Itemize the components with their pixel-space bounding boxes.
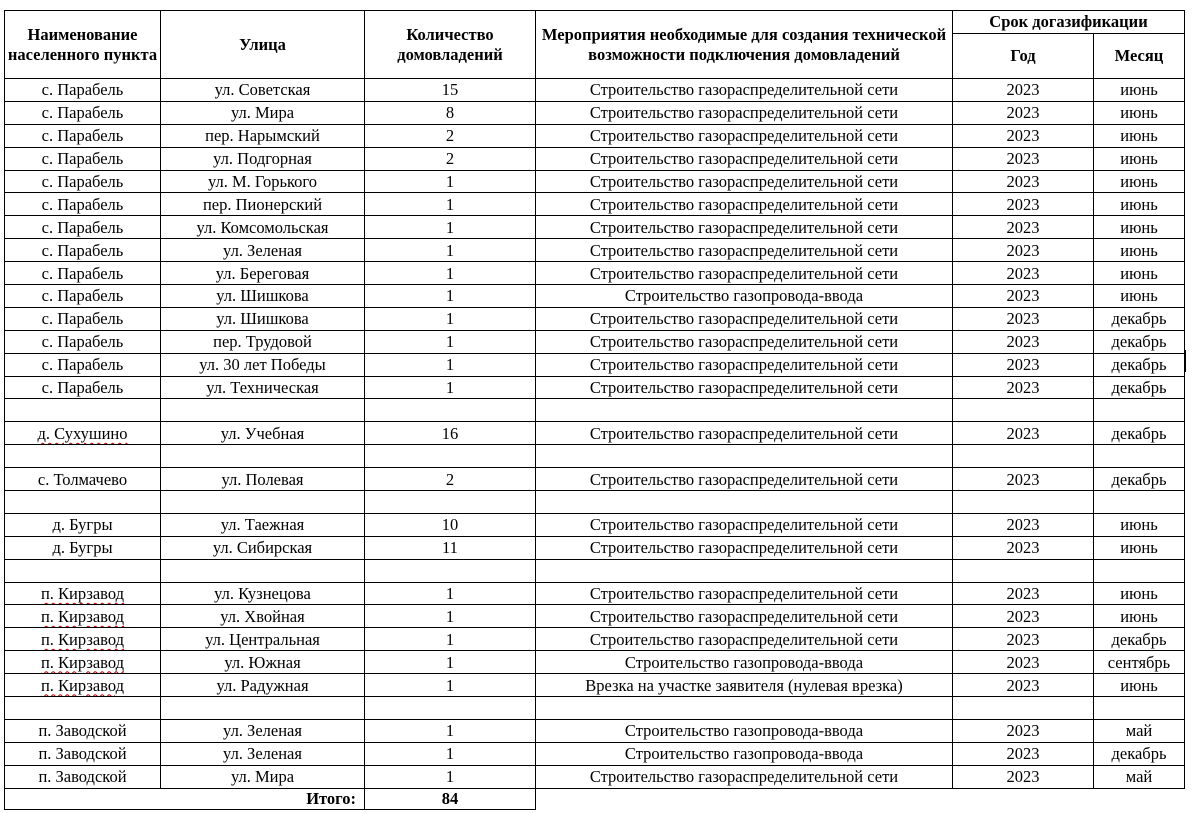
cell-year[interactable]: 2023	[953, 376, 1094, 399]
table-row	[5, 719, 1185, 742]
cell-measure[interactable]: Строительство газораспределительной сети	[536, 605, 953, 628]
table-row	[5, 79, 1185, 102]
cell-month[interactable]: май	[1094, 765, 1185, 788]
cell-measure[interactable]: Строительство газораспределительной сети	[536, 193, 953, 216]
table-row	[5, 513, 1185, 536]
cell-street[interactable]: ул. Радужная	[161, 674, 365, 697]
empty-cell[interactable]	[5, 491, 161, 514]
cell-month[interactable]: июнь	[1094, 193, 1185, 216]
cell-measure[interactable]: Строительство газораспределительной сети	[536, 330, 953, 353]
table-row	[5, 124, 1185, 147]
cell-settlement[interactable]: п. Кирзавод	[5, 605, 161, 628]
header-settlement[interactable]: Наименование населенного пункта	[5, 11, 161, 79]
cell-year[interactable]: 2023	[953, 513, 1094, 536]
cell-year[interactable]: 2023	[953, 674, 1094, 697]
empty-cell[interactable]	[161, 491, 365, 514]
cell-measure[interactable]: Строительство газораспределительной сети	[536, 376, 953, 399]
cell-settlement[interactable]: с. Парабель	[5, 285, 161, 308]
cell-year[interactable]: 2023	[953, 262, 1094, 285]
cell-street[interactable]: ул. Мира	[161, 101, 365, 124]
cell-street[interactable]: пер. Нарымский	[161, 124, 365, 147]
cell-settlement[interactable]: п. Кирзавод	[5, 674, 161, 697]
cell-year[interactable]: 2023	[953, 193, 1094, 216]
cell-year[interactable]: 2023	[953, 651, 1094, 674]
cell-year[interactable]: 2023	[953, 170, 1094, 193]
cell-household-count[interactable]: 1	[365, 170, 536, 193]
cell-household-count[interactable]: 11	[365, 536, 536, 559]
cell-street[interactable]: ул. Таежная	[161, 513, 365, 536]
cell-household-count[interactable]: 8	[365, 101, 536, 124]
cell-month[interactable]: июнь	[1094, 239, 1185, 262]
cell-household-count[interactable]: 16	[365, 422, 536, 445]
cell-street[interactable]: ул. 30 лет Победы	[161, 353, 365, 376]
cell-settlement[interactable]: п. Заводской	[5, 719, 161, 742]
cell-year[interactable]: 2023	[953, 536, 1094, 559]
cell-household-count[interactable]: 1	[365, 605, 536, 628]
cell-settlement[interactable]: с. Парабель	[5, 216, 161, 239]
cell-household-count[interactable]: 1	[365, 239, 536, 262]
spacer-row	[5, 399, 1185, 422]
cell-settlement[interactable]: п. Кирзавод	[5, 628, 161, 651]
cell-year[interactable]: 2023	[953, 468, 1094, 491]
empty-cell[interactable]	[365, 697, 536, 720]
cell-settlement[interactable]: п. Заводской	[5, 742, 161, 765]
cell-year[interactable]: 2023	[953, 307, 1094, 330]
cell-measure[interactable]: Строительство газораспределительной сети	[536, 216, 953, 239]
cell-year[interactable]: 2023	[953, 285, 1094, 308]
table-row	[5, 628, 1185, 651]
empty-cell[interactable]	[365, 491, 536, 514]
empty-cell[interactable]	[161, 399, 365, 422]
cell-month[interactable]: июнь	[1094, 513, 1185, 536]
cell-settlement[interactable]: д. Бугры	[5, 513, 161, 536]
spacer-row	[5, 697, 1185, 720]
empty-cell[interactable]	[536, 445, 953, 468]
cell-measure[interactable]: Строительство газораспределительной сети	[536, 79, 953, 102]
table-row	[5, 605, 1185, 628]
cell-street[interactable]: ул. Техническая	[161, 376, 365, 399]
cell-year[interactable]: 2023	[953, 719, 1094, 742]
cell-month[interactable]: июнь	[1094, 216, 1185, 239]
cell-measure[interactable]: Строительство газораспределительной сети	[536, 101, 953, 124]
cell-settlement[interactable]: с. Парабель	[5, 376, 161, 399]
cell-year[interactable]: 2023	[953, 628, 1094, 651]
empty-cell[interactable]	[953, 399, 1094, 422]
header-measures[interactable]: Мероприятия необходимые для создания технической возможности подключения домовладений	[536, 11, 953, 79]
cell-household-count[interactable]: 2	[365, 124, 536, 147]
cell-year[interactable]: 2023	[953, 742, 1094, 765]
cell-street[interactable]: ул. Шишкова	[161, 285, 365, 308]
cell-household-count[interactable]: 1	[365, 353, 536, 376]
cell-settlement[interactable]: д. Бугры	[5, 536, 161, 559]
table-row	[5, 582, 1185, 605]
cell-measure[interactable]: Строительство газораспределительной сети	[536, 307, 953, 330]
cell-settlement[interactable]: с. Парабель	[5, 193, 161, 216]
table-body	[5, 79, 1185, 789]
empty-cell[interactable]	[365, 559, 536, 582]
cell-year[interactable]: 2023	[953, 101, 1094, 124]
cell-measure[interactable]: Строительство газораспределительной сети	[536, 468, 953, 491]
cell-household-count[interactable]: 1	[365, 285, 536, 308]
table-row	[5, 353, 1185, 376]
cell-settlement[interactable]: с. Парабель	[5, 124, 161, 147]
cell-street[interactable]: ул. Комсомольская	[161, 216, 365, 239]
cell-street[interactable]: ул. Зеленая	[161, 719, 365, 742]
cell-settlement[interactable]: п. Кирзавод	[5, 582, 161, 605]
cell-month[interactable]: май	[1094, 719, 1185, 742]
cell-street[interactable]: ул. Зеленая	[161, 742, 365, 765]
cell-household-count[interactable]: 1	[365, 765, 536, 788]
cell-street[interactable]: ул. Южная	[161, 651, 365, 674]
cell-street[interactable]: ул. Учебная	[161, 422, 365, 445]
cell-year[interactable]: 2023	[953, 216, 1094, 239]
cell-year[interactable]: 2023	[953, 239, 1094, 262]
cell-street[interactable]: ул. М. Горького	[161, 170, 365, 193]
table-row	[5, 285, 1185, 308]
table-row	[5, 376, 1185, 399]
total-blank	[953, 788, 1094, 809]
cell-measure[interactable]: Строительство газораспределительной сети	[536, 422, 953, 445]
empty-cell[interactable]	[5, 399, 161, 422]
cell-settlement[interactable]: с. Парабель	[5, 170, 161, 193]
empty-cell[interactable]	[1094, 559, 1185, 582]
cell-street[interactable]: пер. Трудовой	[161, 330, 365, 353]
header-household-count[interactable]: Количество домовладений	[365, 11, 536, 79]
cell-street[interactable]: ул. Полевая	[161, 468, 365, 491]
empty-cell[interactable]	[365, 399, 536, 422]
table-row	[5, 216, 1185, 239]
header-row	[5, 11, 1185, 34]
empty-cell[interactable]	[1094, 399, 1185, 422]
cell-household-count[interactable]: 1	[365, 674, 536, 697]
spacer-row	[5, 491, 1185, 514]
table-row	[5, 651, 1185, 674]
cell-measure[interactable]: Строительство газораспределительной сети	[536, 239, 953, 262]
cell-month[interactable]: декабрь	[1094, 376, 1185, 399]
cell-settlement[interactable]: с. Парабель	[5, 239, 161, 262]
header-street[interactable]: Улица	[161, 11, 365, 79]
empty-cell[interactable]	[953, 445, 1094, 468]
table-row	[5, 101, 1185, 124]
cell-year[interactable]: 2023	[953, 605, 1094, 628]
table-row	[5, 307, 1185, 330]
cell-household-count[interactable]: 15	[365, 79, 536, 102]
cell-year[interactable]: 2023	[953, 422, 1094, 445]
cell-measure[interactable]: Строительство газопровода-ввода	[536, 742, 953, 765]
cell-settlement[interactable]: п. Заводской	[5, 765, 161, 788]
cell-settlement[interactable]: п. Кирзавод	[5, 651, 161, 674]
cell-month[interactable]: июнь	[1094, 536, 1185, 559]
table-row	[5, 468, 1185, 491]
cell-month[interactable]: сентябрь	[1094, 651, 1185, 674]
cell-household-count[interactable]: 1	[365, 582, 536, 605]
cell-year[interactable]: 2023	[953, 765, 1094, 788]
cell-settlement[interactable]: с. Парабель	[5, 307, 161, 330]
cell-measure[interactable]: Строительство газораспределительной сети	[536, 582, 953, 605]
cell-street[interactable]: ул. Кузнецова	[161, 582, 365, 605]
cell-settlement[interactable]: с. Парабель	[5, 353, 161, 376]
empty-cell[interactable]	[536, 399, 953, 422]
cell-measure[interactable]: Строительство газораспределительной сети	[536, 765, 953, 788]
table-row	[5, 742, 1185, 765]
cell-measure[interactable]: Строительство газопровода-ввода	[536, 719, 953, 742]
cell-measure[interactable]: Строительство газораспределительной сети	[536, 536, 953, 559]
table-row	[5, 193, 1185, 216]
cell-month[interactable]: декабрь	[1094, 422, 1185, 445]
empty-cell[interactable]	[1094, 697, 1185, 720]
empty-cell[interactable]	[1094, 491, 1185, 514]
cell-street[interactable]: ул. Береговая	[161, 262, 365, 285]
cell-month[interactable]: июнь	[1094, 147, 1185, 170]
table-row	[5, 170, 1185, 193]
cell-month[interactable]: декабрь	[1094, 353, 1185, 376]
table-row	[5, 147, 1185, 170]
cell-measure[interactable]: Строительство газораспределительной сети	[536, 353, 953, 376]
empty-cell[interactable]	[536, 697, 953, 720]
cell-street[interactable]: ул. Центральная	[161, 628, 365, 651]
cell-year[interactable]: 2023	[953, 79, 1094, 102]
cell-month[interactable]: июнь	[1094, 170, 1185, 193]
total-value[interactable]: 84	[365, 788, 536, 809]
cell-year[interactable]: 2023	[953, 582, 1094, 605]
table-row	[5, 765, 1185, 788]
cell-household-count[interactable]: 1	[365, 193, 536, 216]
total-label[interactable]: Итого:	[5, 788, 365, 809]
empty-cell[interactable]	[5, 445, 161, 468]
cell-year[interactable]: 2023	[953, 330, 1094, 353]
empty-cell[interactable]	[161, 559, 365, 582]
total-blank	[536, 788, 953, 809]
empty-cell[interactable]	[365, 445, 536, 468]
cell-month[interactable]: июнь	[1094, 79, 1185, 102]
cell-settlement[interactable]: с. Парабель	[5, 330, 161, 353]
spacer-row	[5, 559, 1185, 582]
total-blank	[1094, 788, 1185, 809]
cell-household-count[interactable]: 1	[365, 216, 536, 239]
cell-household-count[interactable]: 1	[365, 330, 536, 353]
cell-measure[interactable]: Строительство газораспределительной сети	[536, 513, 953, 536]
cell-month[interactable]: июнь	[1094, 124, 1185, 147]
cell-street[interactable]: ул. Подгорная	[161, 147, 365, 170]
cell-month[interactable]: июнь	[1094, 605, 1185, 628]
cell-street[interactable]: ул. Советская	[161, 79, 365, 102]
cell-settlement[interactable]: д. Сухушино	[5, 422, 161, 445]
cell-settlement[interactable]: с. Парабель	[5, 262, 161, 285]
cell-household-count[interactable]: 1	[365, 742, 536, 765]
table-row	[5, 330, 1185, 353]
empty-cell[interactable]	[161, 445, 365, 468]
cell-month[interactable]: декабрь	[1094, 307, 1185, 330]
cell-measure[interactable]: Строительство газопровода-ввода	[536, 651, 953, 674]
empty-cell[interactable]	[536, 491, 953, 514]
empty-cell[interactable]	[5, 559, 161, 582]
cell-settlement[interactable]: с. Парабель	[5, 79, 161, 102]
spacer-row	[5, 445, 1185, 468]
table-row	[5, 262, 1185, 285]
cell-measure[interactable]: Строительство газораспределительной сети	[536, 170, 953, 193]
table-row	[5, 239, 1185, 262]
cell-street[interactable]: ул. Зеленая	[161, 239, 365, 262]
cell-household-count[interactable]: 1	[365, 628, 536, 651]
cell-month[interactable]: декабрь	[1094, 330, 1185, 353]
cell-household-count[interactable]: 1	[365, 307, 536, 330]
table-row	[5, 536, 1185, 559]
cell-settlement[interactable]: с. Парабель	[5, 147, 161, 170]
cell-household-count[interactable]: 2	[365, 468, 536, 491]
cell-measure[interactable]: Строительство газораспределительной сети	[536, 147, 953, 170]
cell-month[interactable]: июнь	[1094, 674, 1185, 697]
cell-month[interactable]: июнь	[1094, 285, 1185, 308]
cell-street[interactable]: ул. Сибирская	[161, 536, 365, 559]
header-gasification-period[interactable]: Срок догазификации	[953, 11, 1185, 34]
cell-month[interactable]: декабрь	[1094, 628, 1185, 651]
cell-year[interactable]: 2023	[953, 353, 1094, 376]
empty-cell[interactable]	[953, 697, 1094, 720]
cell-year[interactable]: 2023	[953, 147, 1094, 170]
cell-household-count[interactable]: 1	[365, 262, 536, 285]
cell-measure[interactable]: Строительство газораспределительной сети	[536, 124, 953, 147]
cell-household-count[interactable]: 2	[365, 147, 536, 170]
cell-measure[interactable]: Строительство газораспределительной сети	[536, 628, 953, 651]
cell-household-count[interactable]: 1	[365, 651, 536, 674]
cell-settlement[interactable]: с. Толмачево	[5, 468, 161, 491]
empty-cell[interactable]	[953, 559, 1094, 582]
cell-street[interactable]: ул. Шишкова	[161, 307, 365, 330]
cell-measure[interactable]: Врезка на участке заявителя (нулевая врезка)	[536, 674, 953, 697]
cell-household-count[interactable]: 10	[365, 513, 536, 536]
gasification-table	[4, 10, 1185, 810]
cell-street[interactable]: ул. Хвойная	[161, 605, 365, 628]
cell-month[interactable]: июнь	[1094, 262, 1185, 285]
cell-street[interactable]: ул. Мира	[161, 765, 365, 788]
document-sheet	[4, 10, 1185, 810]
cell-measure[interactable]: Строительство газопровода-ввода	[536, 285, 953, 308]
cell-month[interactable]: декабрь	[1094, 468, 1185, 491]
cell-month[interactable]: июнь	[1094, 582, 1185, 605]
empty-cell[interactable]	[161, 697, 365, 720]
text-cursor	[1185, 350, 1186, 372]
table-row	[5, 422, 1185, 445]
cell-household-count[interactable]: 1	[365, 376, 536, 399]
empty-cell[interactable]	[1094, 445, 1185, 468]
cell-year[interactable]: 2023	[953, 124, 1094, 147]
empty-cell[interactable]	[5, 697, 161, 720]
header-month[interactable]: Месяц	[1094, 34, 1185, 79]
cell-month[interactable]: декабрь	[1094, 742, 1185, 765]
cell-month[interactable]: июнь	[1094, 101, 1185, 124]
empty-cell[interactable]	[953, 491, 1094, 514]
cell-settlement[interactable]: с. Парабель	[5, 101, 161, 124]
empty-cell[interactable]	[536, 559, 953, 582]
cell-measure[interactable]: Строительство газораспределительной сети	[536, 262, 953, 285]
total-row	[5, 788, 1185, 809]
table-row	[5, 674, 1185, 697]
header-year[interactable]: Год	[953, 34, 1094, 79]
cell-street[interactable]: пер. Пионерский	[161, 193, 365, 216]
cell-household-count[interactable]: 1	[365, 719, 536, 742]
